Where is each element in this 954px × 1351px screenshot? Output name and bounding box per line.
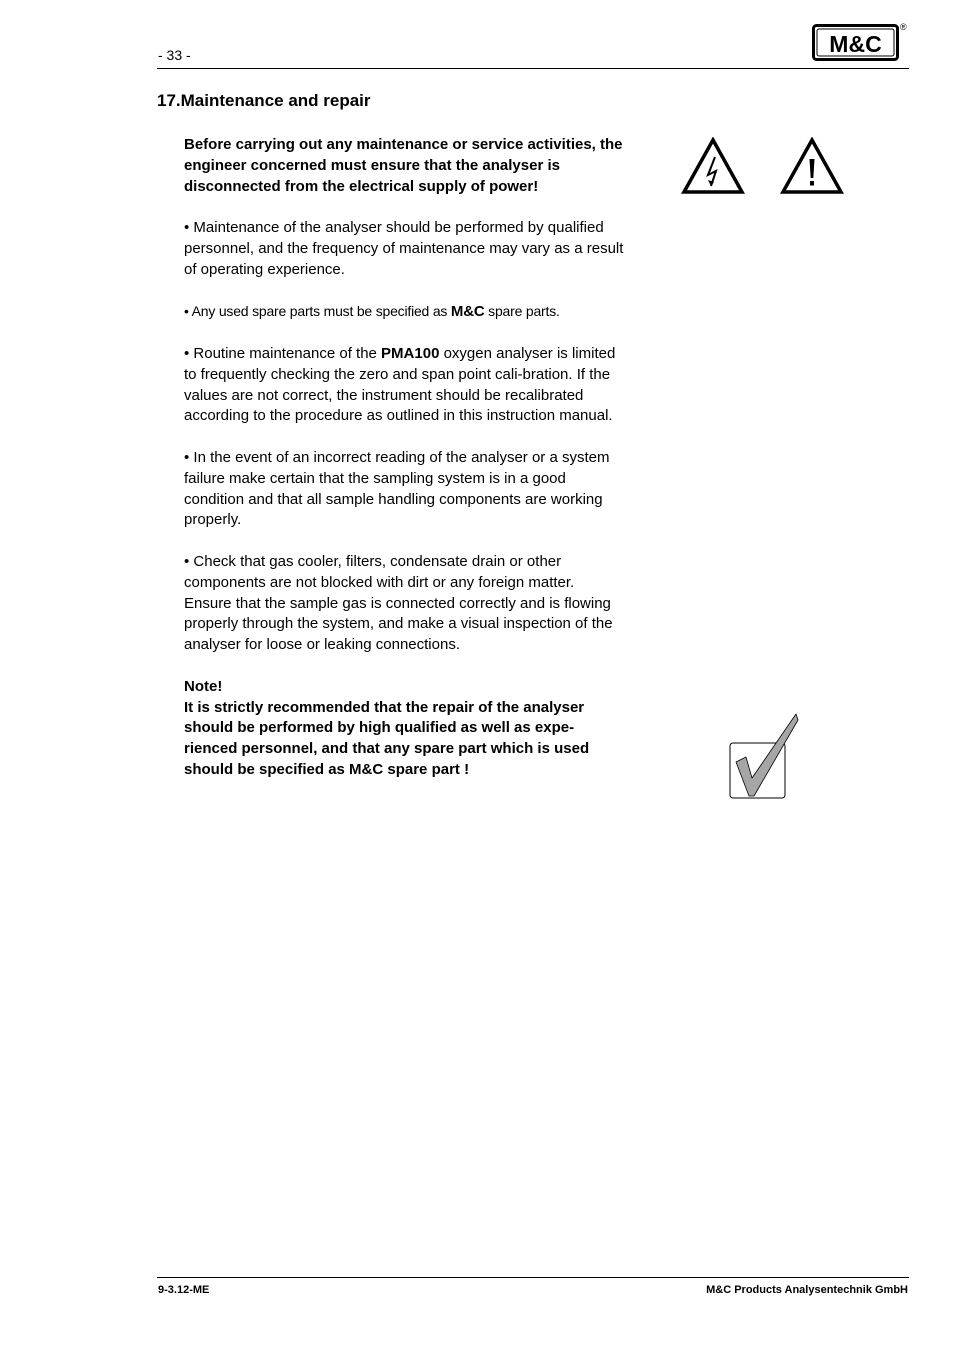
electrical-hazard-icon [681, 137, 745, 195]
bullet-text: • Routine maintenance of the [184, 344, 382, 362]
mc-logo [812, 24, 899, 61]
page-number: - 33 - [158, 47, 191, 63]
registered-mark: ® [900, 22, 907, 32]
section-title: 17.Maintenance and repair [157, 91, 371, 110]
note-block [184, 677, 624, 781]
logo-text: M&C [829, 31, 882, 57]
bullet-check-components: • Check that gas cooler, filters, condensate drain or other components are not blocked with dirt or any foreign matter. Ensure that the sample gas is connected correctly and is flowing properly through the system, and make a visual inspection of the analyser for loose or leaking connections. [184, 552, 613, 654]
bullet-text: • Any used spare parts must be specified as [184, 303, 451, 320]
product-name: PMA100 [381, 344, 440, 362]
exclamation-warning-icon [780, 137, 844, 195]
header-rule [157, 68, 909, 69]
warning-paragraph: Before carrying out any maintenance or service activities, the engineer concerned must ensure that the analyser is disconnected from the electrical supply of power! [184, 136, 623, 195]
bullet-qualified-personnel: • Maintenance of the analyser should be performed by qualified personnel, and the frequency of maintenance may vary as a result of operating experience. [184, 219, 624, 278]
bullet-text: oxygen analyser is limited to frequently checking the zero and span point cali-bration. If the values are not correct, the instrument should be recalibrated according to the procedure as outlined in this instruction manual. [184, 344, 616, 425]
bullet-incorrect-reading: • In the event of an incorrect reading of the analyser or a system failure make certain that the sampling system is in a good condition and that all sample handling components are working properly. [184, 448, 610, 529]
note-text: It is strictly recommended that the repair of the analyser should be performed by high qualified as well as expe-rienced personnel, and that any spare part which is used should be specified as M&C spare part ! [184, 698, 590, 778]
footer-company: M&C Products Analysentechnik GmbH [706, 1284, 908, 1296]
footer-rule [157, 1277, 909, 1278]
checkmark-icon [728, 712, 802, 800]
brand-name: M&C [450, 303, 485, 321]
footer-doc-code: 9-3.12-ME [158, 1284, 210, 1296]
main-content [184, 135, 624, 781]
bullet-routine-maintenance [184, 344, 624, 427]
bullet-spare-parts [184, 301, 624, 323]
note-label: Note! [184, 677, 223, 695]
bullet-text: spare parts. [484, 303, 560, 320]
